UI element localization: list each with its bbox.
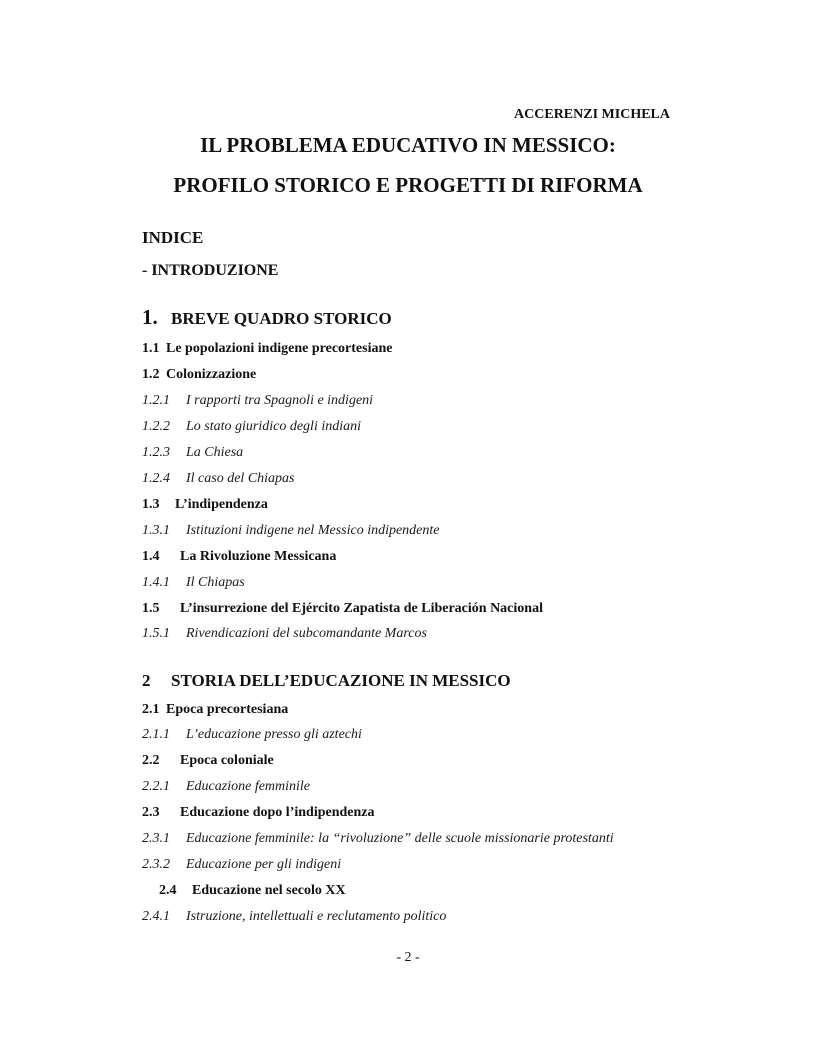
entry-number: 1.2.1: [142, 393, 170, 408]
entry-number: 1.4.1: [142, 575, 170, 590]
entry-label: L’indipendenza: [175, 497, 268, 512]
entry-number: 1.2.3: [142, 445, 170, 460]
toc-entry: [142, 523, 440, 539]
section-number: 1.: [142, 305, 158, 329]
entry-label: Epoca coloniale: [180, 753, 274, 768]
toc-entry: [142, 805, 375, 821]
entry-number: 2.1: [142, 702, 160, 717]
entry-label: Il Chiapas: [186, 575, 245, 590]
toc-entry: [142, 779, 310, 795]
entry-label: Le popolazioni indigene precortesiane: [166, 341, 393, 356]
entry-label: Istruzione, intellettuali e reclutamento politico: [186, 909, 447, 924]
entry-number: 1.3.1: [142, 523, 170, 538]
entry-number: 2.3.2: [142, 857, 170, 872]
entry-number: 1.2.2: [142, 419, 170, 434]
section-heading-2: [142, 671, 511, 691]
toc-entry: [142, 909, 446, 925]
entry-label: Educazione femminile: [186, 779, 311, 794]
toc-entry: [142, 367, 256, 383]
entry-label: Colonizzazione: [166, 367, 257, 382]
entry-label: Il caso del Chiapas: [186, 471, 295, 486]
entry-number: 1.4: [142, 549, 160, 564]
entry-number: 2.4.1: [142, 909, 170, 924]
entry-number: 1.2.4: [142, 471, 170, 486]
document-title-line-1: IL PROBLEMA EDUCATIVO IN MESSICO:: [200, 133, 616, 157]
toc-entry: [142, 831, 614, 847]
entry-number: 2.3.1: [142, 831, 170, 846]
entry-label: La Rivoluzione Messicana: [180, 549, 337, 564]
entry-label: La Chiesa: [186, 445, 244, 460]
entry-label: L’insurrezione del Ejército Zapatista de Liberación Nacional: [180, 601, 543, 616]
toc-entry: [142, 857, 341, 873]
entry-number: 1.1: [142, 341, 160, 356]
section-number: 2: [142, 671, 151, 690]
entry-number: 1.3: [142, 497, 160, 512]
author-name: ACCERENZI MICHELA: [514, 107, 670, 122]
page-number: - 2 -: [396, 950, 420, 965]
entry-number: 2.2.1: [142, 779, 170, 794]
entry-label: Rivendicazioni del subcomandante Marcos: [186, 626, 427, 641]
toc-entry: [159, 883, 346, 899]
entry-number: 1.5: [142, 601, 160, 616]
section-title: BREVE QUADRO STORICO: [171, 309, 392, 328]
toc-entry: [142, 497, 268, 513]
toc-entry: [142, 341, 392, 357]
toc-entry: [142, 601, 543, 617]
toc-entry: [142, 753, 274, 769]
entry-label: Lo stato giuridico degli indiani: [186, 419, 362, 434]
entry-number: 2.4: [159, 883, 177, 898]
introduction-heading: - INTRODUZIONE: [142, 262, 279, 279]
entry-number: 2.1.1: [142, 727, 170, 742]
entry-label: Epoca precortesiana: [166, 702, 289, 717]
entry-label: Educazione femminile: la “rivoluzione” delle scuole missionarie protestanti: [186, 831, 614, 846]
entry-number: 1.2: [142, 367, 160, 382]
toc-entry: [142, 445, 243, 461]
entry-label: I rapporti tra Spagnoli e indigeni: [186, 393, 374, 408]
toc-entry: [142, 549, 336, 565]
toc-entry: [142, 626, 427, 642]
entry-label: L’educazione presso gli aztechi: [186, 727, 362, 742]
toc-entry: [142, 471, 295, 487]
toc-entry: [142, 702, 288, 718]
entry-label: Educazione nel secolo XX: [192, 883, 346, 898]
document-title-line-2: PROFILO STORICO E PROGETTI DI RIFORMA: [173, 173, 643, 197]
section-heading-1: [142, 305, 392, 330]
index-heading: INDICE: [142, 228, 204, 247]
toc-entry: [142, 419, 361, 435]
entry-label: Istituzioni indigene nel Messico indipendente: [186, 523, 440, 538]
toc-entry: [142, 575, 245, 591]
entry-label: Educazione per gli indigeni: [186, 857, 342, 872]
entry-number: 2.3: [142, 805, 160, 820]
toc-entry: [142, 393, 373, 409]
entry-label: Educazione dopo l’indipendenza: [180, 805, 375, 820]
toc-entry: [142, 727, 362, 743]
section-title: STORIA DELL’EDUCAZIONE IN MESSICO: [171, 671, 511, 690]
entry-number: 2.2: [142, 753, 160, 768]
entry-number: 1.5.1: [142, 626, 170, 641]
